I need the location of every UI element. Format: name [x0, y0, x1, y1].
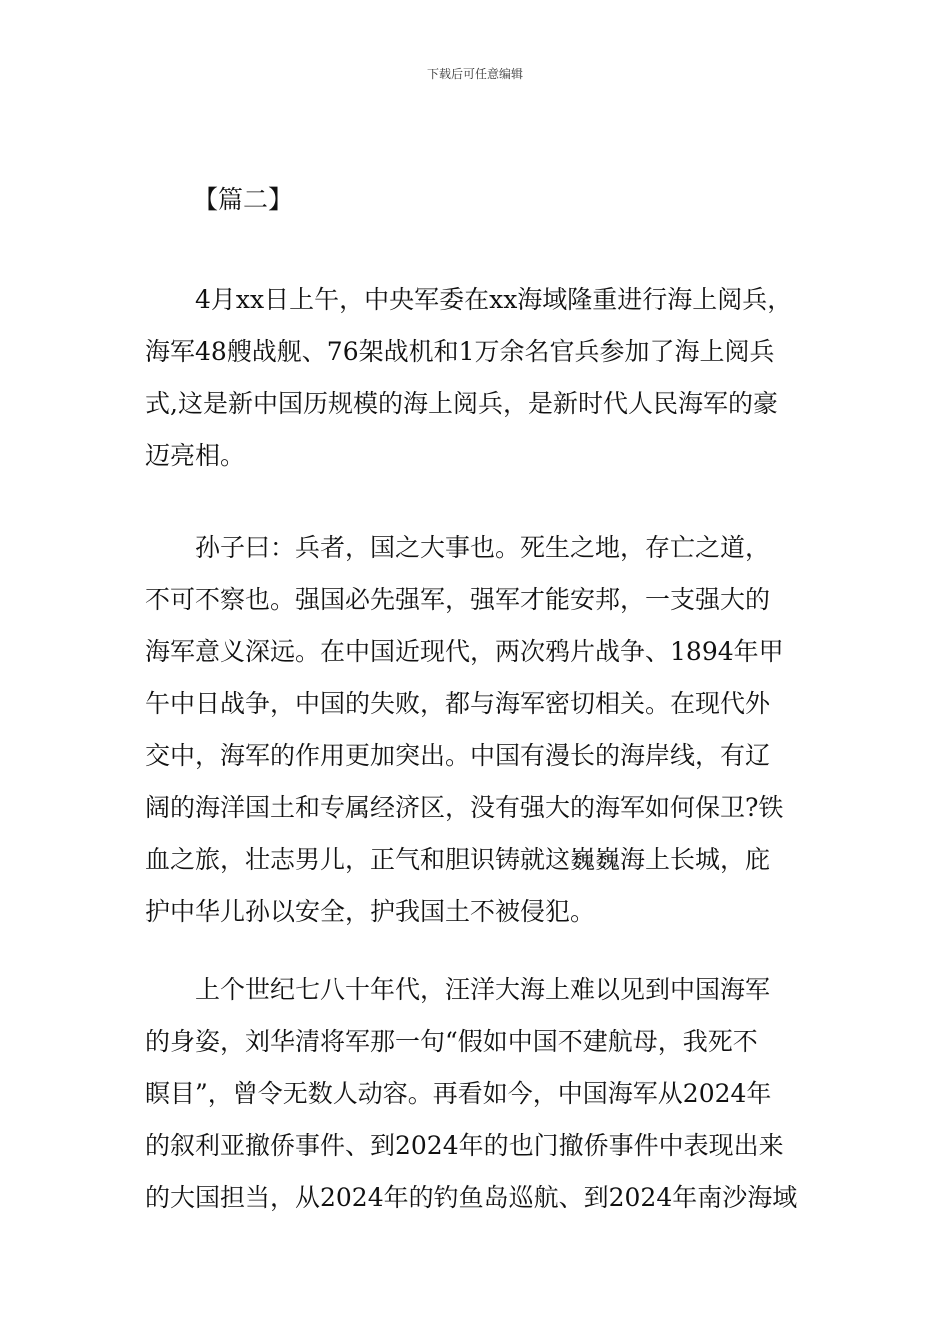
paragraph-line: 的身姿，刘华清将军那一句“假如中国不建航母，我死不: [145, 1027, 758, 1056]
paragraph-line: 交中，海军的作用更加突出。中国有漫长的海岸线，有辽: [145, 741, 771, 770]
paragraph-line: 4月xx日上午，中央军委在xx海域隆重进行海上阅兵，: [195, 285, 793, 314]
paragraph-line: 海军意义深远。在中国近现代，两次鸦片战争、1894年甲: [145, 637, 784, 666]
paragraph-line: 不可不察也。强国必先强军，强军才能安邦，一支强大的: [145, 585, 771, 614]
paragraph-line: 血之旅，壮志男儿，正气和胆识铸就这巍巍海上长城，庇: [145, 845, 771, 874]
paragraph-line: 上个世纪七八十年代，汪洋大海上难以见到中国海军: [195, 975, 771, 1004]
paragraph-line: 护中华儿孙以安全，护我国土不被侵犯。: [145, 897, 596, 926]
paragraph-line: 孙子曰：兵者，国之大事也。死生之地，存亡之道，: [195, 533, 771, 562]
paragraph-line: 午中日战争，中国的失败，都与海军密切相关。在现代外: [145, 689, 771, 718]
paragraph-line: 的叙利亚撤侨事件、到2024年的也门撤侨事件中表现出来: [145, 1131, 784, 1160]
paragraph-sunzi: [145, 528, 810, 944]
header-note: 下载后可任意编辑: [426, 67, 523, 81]
paragraph-line: 瞑目”，曾令无数人动容。再看如今，中国海军从2024年: [145, 1079, 772, 1108]
paragraph-line: 阔的海洋国土和专属经济区，没有强大的海军如何保卫?铁: [145, 793, 784, 822]
paragraph-naval-review: [145, 280, 810, 488]
paragraph-line: 迈亮相。: [145, 441, 246, 470]
paragraph-line: 的大国担当，从2024年的钓鱼岛巡航、到2024年南沙海域: [145, 1183, 798, 1212]
paragraph-history: [145, 970, 810, 1230]
section-title: 【篇二】: [193, 185, 294, 214]
paragraph-line: 式,这是新中国历规模的海上阅兵，是新时代人民海军的豪: [145, 389, 778, 418]
paragraph-line: 海军48艘战舰、76架战机和1万余名官兵参加了海上阅兵: [145, 337, 775, 366]
